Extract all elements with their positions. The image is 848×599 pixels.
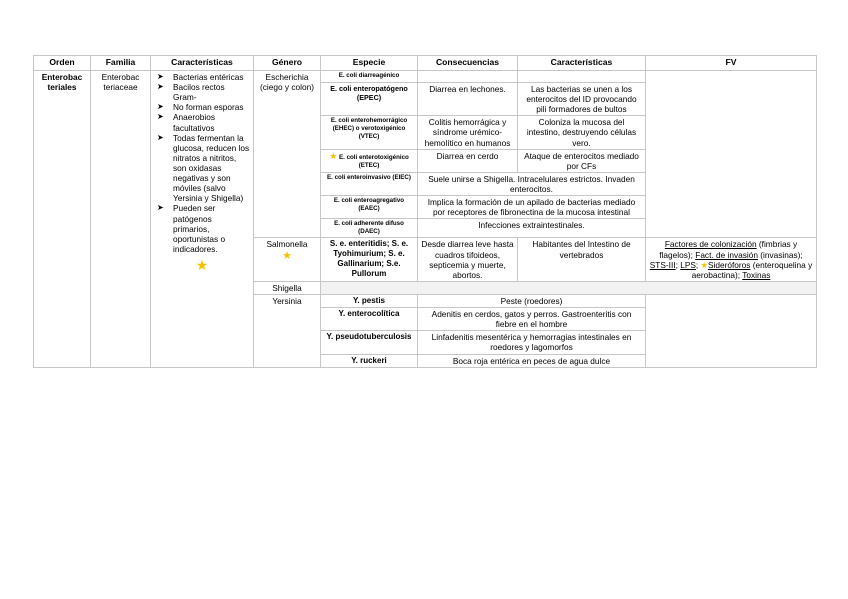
consecuencias-cell: Colitis hemorrágica y síndrome urémico-hemolítico en humanos bbox=[418, 116, 518, 149]
header-orden: Orden bbox=[34, 56, 91, 71]
consecuencias-cell bbox=[418, 71, 518, 83]
list-item: ➤ Bacilos rectos Gram- bbox=[157, 82, 225, 103]
caracteristicas-especie-cell: Coloniza la mucosa del intestino, destruyendo células vero. bbox=[518, 116, 646, 149]
fv-salmonella-cell: Factores de colonización (fimbrias y flagelos); Fact. de invasión (invasinas); STS-III; LPS; ★Sideróforos (enteroquelina y aerobactina); Toxinas bbox=[646, 238, 817, 281]
merged-description-cell: Boca roja entérica en peces de agua dulce bbox=[418, 354, 646, 367]
consecuencias-cell: Desde diarrea leve hasta cuadros tifoideos, septicemia y muerte, abortos. bbox=[418, 238, 518, 281]
especie-cell: E. coli enteropatógeno (EPEC) bbox=[321, 83, 418, 116]
header-row bbox=[34, 56, 817, 71]
especie-cell: ★ E. coli enterotoxigénico (ETEC) bbox=[321, 149, 418, 172]
genero-yersinia: Yersinia bbox=[254, 294, 321, 367]
list-item: ➤ No forman esporas bbox=[157, 102, 244, 113]
caracteristicas-cell bbox=[151, 71, 254, 368]
features-list bbox=[154, 72, 250, 254]
list-item: ➤ Pueden ser patógenos primarios, oportunistas o indicadores. bbox=[157, 203, 226, 254]
orden-cell: Enterobac teriales bbox=[34, 71, 91, 368]
caracteristicas-especie-cell: Habitantes del Intestino de vertebrados bbox=[518, 238, 646, 281]
especie-cell: E. coli enteroagregativo (EAEC) bbox=[321, 196, 418, 219]
caracteristicas-especie-cell bbox=[518, 71, 646, 83]
arrow-bullet-icon: ➤ bbox=[157, 203, 164, 213]
header-caracteristicas-2: Características bbox=[518, 56, 646, 71]
genero-salmonella: Salmonella ★ bbox=[254, 238, 321, 281]
star-icon: ★ bbox=[282, 249, 292, 262]
star-icon: ★ bbox=[195, 256, 209, 273]
especie-cell: E. coli enteroinvasivo (EIEC) bbox=[321, 172, 418, 195]
star-icon: ★ bbox=[700, 259, 708, 270]
especie-cell: E. coli enterohemorrágico (EHEC) o verotoxigénico (VTEC) bbox=[321, 116, 418, 149]
merged-description-cell: Peste (roedores) bbox=[418, 294, 646, 307]
merged-description-cell: Implica la formación de un apilado de bacterias mediado por receptores de fibronectina de la mucosa intestinal bbox=[418, 196, 646, 219]
fv-yersinia-cell bbox=[646, 294, 817, 367]
genero-escherichia: Escherichia (ciego y colon) bbox=[254, 71, 321, 238]
list-item: ➤ Anaerobios facultativos bbox=[157, 112, 215, 133]
merged-description-cell: Infecciones extraintestinales. bbox=[418, 219, 646, 238]
table-row bbox=[34, 71, 817, 83]
header-familia: Familia bbox=[91, 56, 151, 71]
header-fv: FV bbox=[646, 56, 817, 71]
genero-shigella: Shigella bbox=[254, 281, 321, 294]
header-consecuencias: Consecuencias bbox=[418, 56, 518, 71]
header-especie: Especie bbox=[321, 56, 418, 71]
arrow-bullet-icon: ➤ bbox=[157, 132, 164, 142]
classification-table bbox=[33, 55, 817, 368]
merged-description-cell: Suele unirse a Shigella. Intracelulares estrictos. Invaden enterocitos. bbox=[418, 172, 646, 195]
especie-cell: S. e. enteritidis; S. e. Tyohimurium; S. e. Gallinarium; S.e. Pullorum bbox=[321, 238, 418, 281]
especie-cell: E. coli diarreagénico bbox=[321, 71, 418, 83]
arrow-bullet-icon: ➤ bbox=[157, 112, 164, 122]
especie-cell: Y. pestis bbox=[321, 294, 418, 307]
especie-cell: Y. ruckeri bbox=[321, 354, 418, 367]
list-item: ➤ Bacterias entéricas bbox=[157, 72, 244, 82]
arrow-bullet-icon: ➤ bbox=[157, 82, 164, 92]
arrow-bullet-icon: ➤ bbox=[157, 72, 164, 81]
header-caracteristicas: Características bbox=[151, 56, 254, 71]
merged-description-cell: Adenitis en cerdos, gatos y perros. Gastroenteritis con fiebre en el hombre bbox=[418, 308, 646, 331]
merged-description-cell: Linfadenitis mesentérica y hemorragias intestinales en roedores y lagomorfos bbox=[418, 331, 646, 354]
arrow-bullet-icon: ➤ bbox=[157, 102, 164, 112]
shigella-empty-cell bbox=[321, 281, 817, 294]
especie-cell: Y. pseudotuberculosis bbox=[321, 331, 418, 354]
star-icon: ★ bbox=[329, 150, 338, 161]
consecuencias-cell: Diarrea en lechones. bbox=[418, 83, 518, 116]
fv-escherichia-cell bbox=[646, 71, 817, 238]
header-genero: Género bbox=[254, 56, 321, 71]
especie-cell: Y. enterocolítica bbox=[321, 308, 418, 331]
especie-cell: E. coli adherente difuso (DAEC) bbox=[321, 219, 418, 238]
caracteristicas-especie-cell: Ataque de enterocitos mediado por CFs bbox=[518, 149, 646, 172]
caracteristicas-especie-cell: Las bacterias se unen a los enterocitos del ID provocando pili formadores de bultos bbox=[518, 83, 646, 116]
consecuencias-cell: Diarrea en cerdo bbox=[418, 149, 518, 172]
familia-cell: Enterobac teriaceae bbox=[91, 71, 151, 368]
list-item: ➤ Todas fermentan la glucosa, reducen los nitratos a nitritos, son oxidasas negativas y son móviles (salvo Yersinia y Shigella) bbox=[157, 132, 250, 204]
